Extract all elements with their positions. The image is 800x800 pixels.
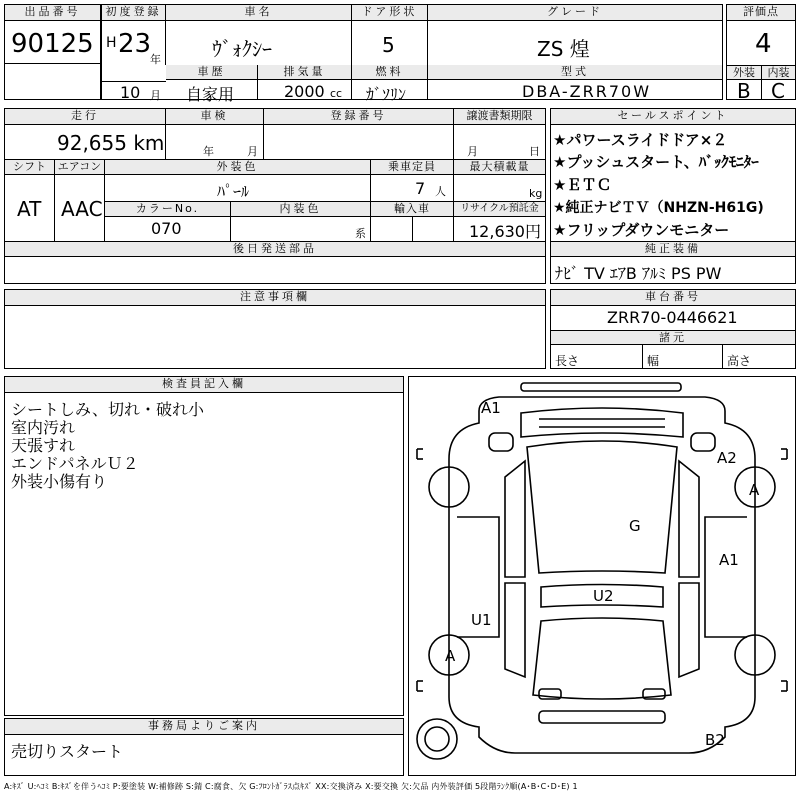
exterior-color: ﾊﾟｰﾙ [217, 182, 250, 201]
car-name: ｳﾞｫｸｼｰ [212, 37, 272, 61]
color-number: 070 [151, 219, 182, 238]
capacity-label: 乗車定員 [371, 160, 454, 175]
divider [263, 125, 264, 159]
month-unit: 月 [150, 89, 161, 102]
length-label: 長さ [555, 354, 580, 368]
exterior-grade: B [737, 79, 751, 103]
equipment: ﾅﾋﾞ TV ｴｱB ｱﾙﾐ PS PW [555, 264, 722, 283]
divider [257, 80, 258, 100]
sales-point-item: ★プッシュスタート、ﾊﾞｯｸﾓﾆﾀｰ [553, 153, 759, 171]
mileage: 92,655 km [57, 131, 165, 155]
fuel-label: 燃料 [352, 65, 428, 80]
divider [427, 21, 428, 65]
legend-text: A:ｷｽﾞ U:ﾍｺﾐ B:ｷｽﾞを伴うﾍｺﾐ P:要塗装 W:補修跡 S:錆 C:腐食、欠 G:ﾌﾛﾝﾄｶﾞﾗｽ点ｷｽﾞ XX:交換済み X:要交換 欠:欠品 内外装評価 5段階ﾗﾝｸ順(A･B･C･D･E) 1 [4, 782, 578, 791]
capacity: 7 [415, 179, 426, 198]
chassis-label: 車台番号 [551, 290, 795, 306]
damage-mark: U1 [471, 611, 492, 629]
damage-mark: U2 [593, 587, 614, 605]
divider [427, 80, 428, 100]
divider [54, 175, 55, 241]
notes-box [4, 289, 546, 369]
inspector-line: エンドパネルＵ２ [11, 454, 139, 473]
damage-mark: A2 [717, 449, 737, 467]
width-label: 幅 [647, 354, 660, 368]
registration-month: 10 [120, 83, 141, 102]
grade: ZS 煌 [537, 37, 590, 61]
transfer-month-unit: 月 [467, 145, 478, 158]
transfer-deadline-label: 譲渡書類期限 [454, 109, 545, 125]
max-load-label: 最大積載量 [454, 160, 545, 175]
registration-number-label: 登録番号 [264, 109, 454, 125]
inspection-label: 車検 [166, 109, 264, 125]
transfer-day-unit: 日 [529, 145, 540, 158]
damage-mark: G [629, 517, 641, 535]
divider [102, 81, 166, 82]
divider [165, 125, 166, 159]
displacement-unit: cc [330, 87, 343, 100]
office-label: 事務局よりご案内 [5, 719, 403, 735]
color-number-label: カラーNo. [105, 202, 231, 217]
later-parts-label: 後日発送部品 [5, 242, 545, 257]
divider [230, 217, 231, 241]
first-registration-label: 初度登録 [102, 5, 166, 21]
divider [5, 63, 100, 64]
car-diagram-svg [409, 377, 795, 775]
damage-mark: A [445, 647, 456, 665]
office-box [4, 718, 404, 776]
damage-mark: B2 [705, 731, 725, 749]
era: H [106, 35, 117, 51]
interior-color-label: 内装色 [231, 202, 371, 217]
divider [351, 80, 352, 100]
divider [761, 80, 762, 100]
import-label: 輸入車 [371, 202, 454, 217]
specs-label: 諸元 [551, 330, 795, 345]
exterior-grade-label: 外装 [727, 65, 762, 80]
inspection-month-unit: 月 [247, 145, 258, 158]
inspector-line: 室内汚れ [11, 418, 76, 437]
inspector-line: 天張すれ [11, 436, 76, 455]
door-type: 5 [382, 33, 395, 57]
score-label: 評価点 [727, 5, 795, 21]
inspector-line: シートしみ、切れ・破れ小 [11, 400, 204, 419]
history: 自家用 [186, 85, 235, 104]
grade-label: グレード [428, 5, 722, 21]
mileage-label: 走行 [5, 109, 166, 125]
inspector-label: 検査員記入欄 [5, 377, 403, 393]
sales-points-box [550, 108, 796, 284]
inspector-line: 外装小傷有り [11, 472, 108, 491]
shift-label: シフト [5, 160, 55, 175]
aircon: AAC [61, 197, 103, 221]
vehicle-header-box [101, 4, 723, 104]
chassis-box [550, 289, 796, 369]
recycle-deposit: 12,630円 [469, 222, 541, 241]
load-unit: kg [529, 187, 543, 200]
door-label: ドア形状 [352, 5, 428, 21]
divider [453, 125, 454, 159]
model-label: 型式 [428, 65, 722, 80]
sales-point-item: ★ＥＴＣ [553, 176, 612, 194]
lot-number-label: 出品番号 [5, 5, 100, 21]
vehicle-detail-box [4, 108, 546, 284]
registration-year: 23 [118, 29, 152, 59]
damage-mark: A1 [719, 551, 739, 569]
score: 4 [755, 29, 772, 59]
divider [165, 21, 166, 65]
sales-points-label: セールスポイント [551, 109, 795, 125]
divider [642, 345, 643, 368]
recycle-deposit-label: リサイクル預託金 [454, 202, 545, 217]
history-label: 車歴 [166, 65, 258, 80]
displacement-label: 排気量 [258, 65, 352, 80]
divider [722, 345, 723, 368]
notes-label: 注意事項欄 [5, 290, 545, 306]
shift: AT [17, 197, 42, 221]
inspector-box [4, 376, 404, 716]
aircon-label: エアコン [55, 160, 105, 175]
inspection-year-unit: 年 [203, 145, 214, 158]
exterior-color-label: 外装色 [105, 160, 371, 175]
height-label: 高さ [727, 354, 752, 368]
lot-number: 90125 [11, 29, 94, 59]
damage-mark: A1 [481, 399, 501, 417]
capacity-unit: 人 [435, 185, 446, 198]
chassis-number: ZRR70-0446621 [607, 308, 738, 327]
fuel: ｶﾞｿﾘﾝ [366, 85, 407, 104]
sales-point-item: ★フリップダウンモニター [553, 221, 730, 239]
car-diagram [408, 376, 796, 776]
year-unit: 年 [150, 53, 161, 66]
interior-grade: C [771, 79, 785, 103]
interior-grade-label: 内装 [762, 65, 795, 80]
divider [412, 217, 413, 241]
interior-color-unit: 系 [355, 227, 366, 240]
sales-point-item: ★パワースライドドア×２ [553, 131, 728, 149]
damage-mark: A [749, 481, 760, 499]
model: DBA-ZRR70W [522, 82, 652, 101]
sales-point-item: ★純正ナビＴＶ（NHZN-H61G) [553, 200, 764, 216]
score-box [726, 4, 796, 103]
car-name-label: 車名 [166, 5, 352, 21]
equipment-label: 純正装備 [551, 241, 795, 257]
divider [351, 21, 352, 65]
lot-number-box [4, 4, 101, 100]
office-message: 売切りスタート [11, 742, 124, 761]
displacement: 2000 [284, 82, 325, 101]
